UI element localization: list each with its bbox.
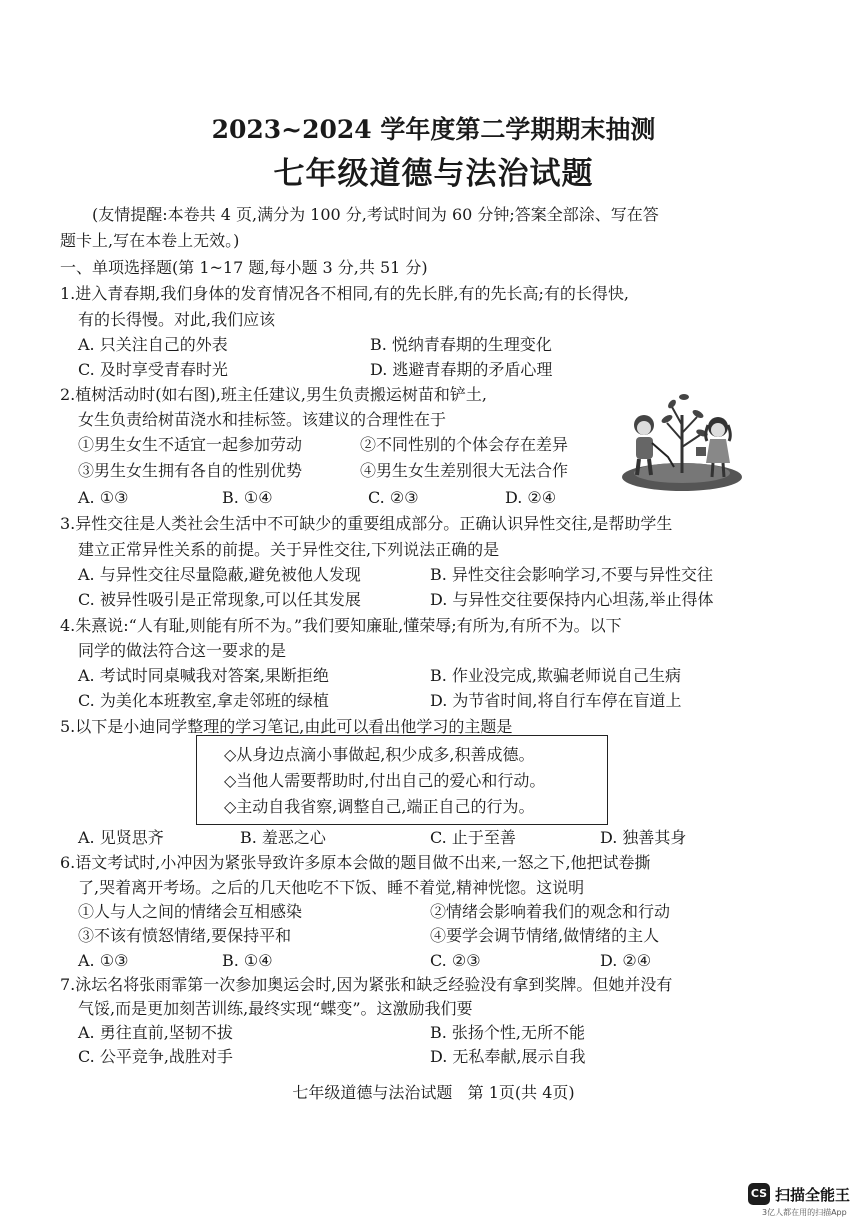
question-2-stem-2: 女生负责给树苗浇水和挂标签。该建议的合理性在于 (78, 410, 447, 429)
question-3-stem-1: 3.异性交往是人类社会生活中不可缺少的重要组成部分。正确认识异性交往,是帮助学生 (60, 514, 673, 533)
notice-line-1: (友情提醒:本卷共 4 页,满分为 100 分,考试时间为 60 分钟;答案全部涂、写在答 (92, 205, 659, 224)
question-6-stem-2: 了,哭着离开考场。之后的几天他吃不下饭、睡不着觉,精神恍惚。这说明 (78, 878, 585, 897)
question-6-stem-1: 6.语文考试时,小冲因为紧张导致许多原本会做的题目做不出来,一怒之下,他把试卷撕 (60, 853, 651, 872)
question-1-option-a: A. 只关注自己的外表 (78, 335, 228, 354)
question-6-option-c: C. ②③ (430, 951, 481, 970)
question-2-option-c: C. ②③ (368, 488, 419, 507)
notice-line-2: 题卡上,写在本卷上无效。) (60, 231, 240, 250)
question-6-option-a: A. ①③ (78, 951, 129, 970)
study-note-3: ◇主动自我省察,调整自己,端正自己的行为。 (224, 797, 535, 816)
question-2-option-d: D. ②④ (505, 488, 557, 507)
study-notes-box (196, 735, 608, 825)
question-2-stem-1: 2.植树活动时(如右图),班主任建议,男生负责搬运树苗和铲土, (60, 385, 488, 404)
question-2-option-a: A. ①③ (78, 488, 129, 507)
girl-face (711, 423, 725, 437)
question-6-item-3: ③不该有愤怒情绪,要保持平和 (78, 926, 292, 945)
watering-can (696, 447, 706, 456)
question-3-option-a: A. 与异性交往尽量隐蔽,避免被他人发现 (78, 565, 361, 584)
question-1-stem-1: 1.进入青春期,我们身体的发育情况各不相同,有的先长胖,有的先长高;有的长得快, (60, 284, 630, 303)
question-6-item-1: ①人与人之间的情绪会互相感染 (78, 902, 303, 921)
study-note-1: ◇从身边点滴小事做起,积少成多,积善成德。 (224, 745, 535, 764)
question-7-option-b: B. 张扬个性,无所不能 (430, 1023, 586, 1042)
question-2-item-3: ③男生女生拥有各自的性别优势 (78, 461, 303, 480)
question-5-option-d: D. 独善其身 (600, 828, 687, 847)
question-1-option-c: C. 及时享受青春时光 (78, 360, 228, 379)
question-2-item-4: ④男生女生差别很大无法合作 (360, 461, 569, 480)
question-5-option-a: A. 见贤思齐 (78, 828, 164, 847)
question-7-option-d: D. 无私奉献,展示自我 (430, 1047, 586, 1066)
exam-subtitle: 七年级道德与法治试题 (273, 156, 594, 192)
question-4-stem-2: 同学的做法符合这一要求的是 (78, 641, 287, 660)
leaf (660, 413, 673, 424)
question-7-option-a: A. 勇往直前,坚韧不拔 (78, 1023, 233, 1042)
question-1-stem-2: 有的长得慢。对此,我们应该 (78, 310, 276, 329)
scanner-brand: 扫描全能王 (775, 1186, 851, 1204)
question-7-stem-1: 7.泳坛名将张雨霏第一次参加奥运会时,因为紧张和缺乏经验没有拿到奖牌。但她并没有 (60, 975, 673, 994)
question-2-item-1: ①男生女生不适宜一起参加劳动 (78, 435, 303, 454)
study-note-2: ◇当他人需要帮助时,付出自己的爱心和行动。 (224, 771, 546, 790)
question-5-option-b: B. 羞恶之心 (240, 828, 326, 847)
question-2-option-b: B. ①④ (222, 488, 273, 507)
tree-planting-illustration (612, 385, 746, 497)
question-3-option-b: B. 异性交往会影响学习,不要与异性交往 (430, 565, 714, 584)
girl-dress (706, 439, 730, 463)
question-6-item-2: ②情绪会影响着我们的观念和行动 (430, 902, 671, 921)
section-heading: 一、单项选择题(第 1~17 题,每小题 3 分,共 51 分) (60, 258, 428, 277)
question-7-option-c: C. 公平竞争,战胜对手 (78, 1047, 233, 1066)
scanner-logo-icon: CS (748, 1183, 770, 1205)
scanner-tagline: 3亿人都在用的扫描App (762, 1208, 847, 1217)
shovel (652, 443, 674, 467)
question-4-stem-1: 4.朱熹说:“人有耻,则能有所不为。”我们要知廉耻,懂荣辱;有所为,有所不为。以下 (60, 616, 622, 635)
question-3-stem-2: 建立正常异性关系的前提。关于异性交往,下列说法正确的是 (78, 540, 500, 559)
exam-title: 2023~2024 学年度第二学期期末抽测 (211, 115, 656, 144)
question-6-item-4: ④要学会调节情绪,做情绪的主人 (430, 926, 660, 945)
leaf (691, 408, 704, 419)
question-6-option-b: B. ①④ (222, 951, 273, 970)
question-6-option-d: D. ②④ (600, 951, 652, 970)
boy-body (636, 437, 653, 459)
question-4-option-b: B. 作业没完成,欺骗老师说自己生病 (430, 666, 682, 685)
question-5-option-c: C. 止于至善 (430, 828, 516, 847)
page-footer: 七年级道德与法治试题 第 1页(共 4页) (292, 1083, 575, 1102)
scanner-watermark (748, 1181, 863, 1221)
question-1-option-b: B. 悦纳青春期的生理变化 (370, 335, 552, 354)
question-4-option-c: C. 为美化本班教室,拿走邻班的绿植 (78, 691, 329, 710)
boy-face (637, 421, 651, 435)
question-7-stem-2: 气馁,而是更加刻苦训练,最终实现“蝶变”。这激励我们要 (78, 999, 473, 1018)
question-4-option-d: D. 为节省时间,将自行车停在盲道上 (430, 691, 682, 710)
question-2-item-2: ②不同性别的个体会存在差异 (360, 435, 569, 454)
question-3-option-c: C. 被异性吸引是正常现象,可以任其发展 (78, 590, 361, 609)
question-5-stem: 5.以下是小迪同学整理的学习笔记,由此可以看出他学习的主题是 (60, 717, 513, 736)
question-3-option-d: D. 与异性交往要保持内心坦荡,举止得体 (430, 590, 714, 609)
leaf (679, 394, 689, 400)
question-4-option-a: A. 考试时同桌喊我对答案,果断拒绝 (78, 666, 329, 685)
question-1-option-d: D. 逃避青春期的矛盾心理 (370, 360, 553, 379)
